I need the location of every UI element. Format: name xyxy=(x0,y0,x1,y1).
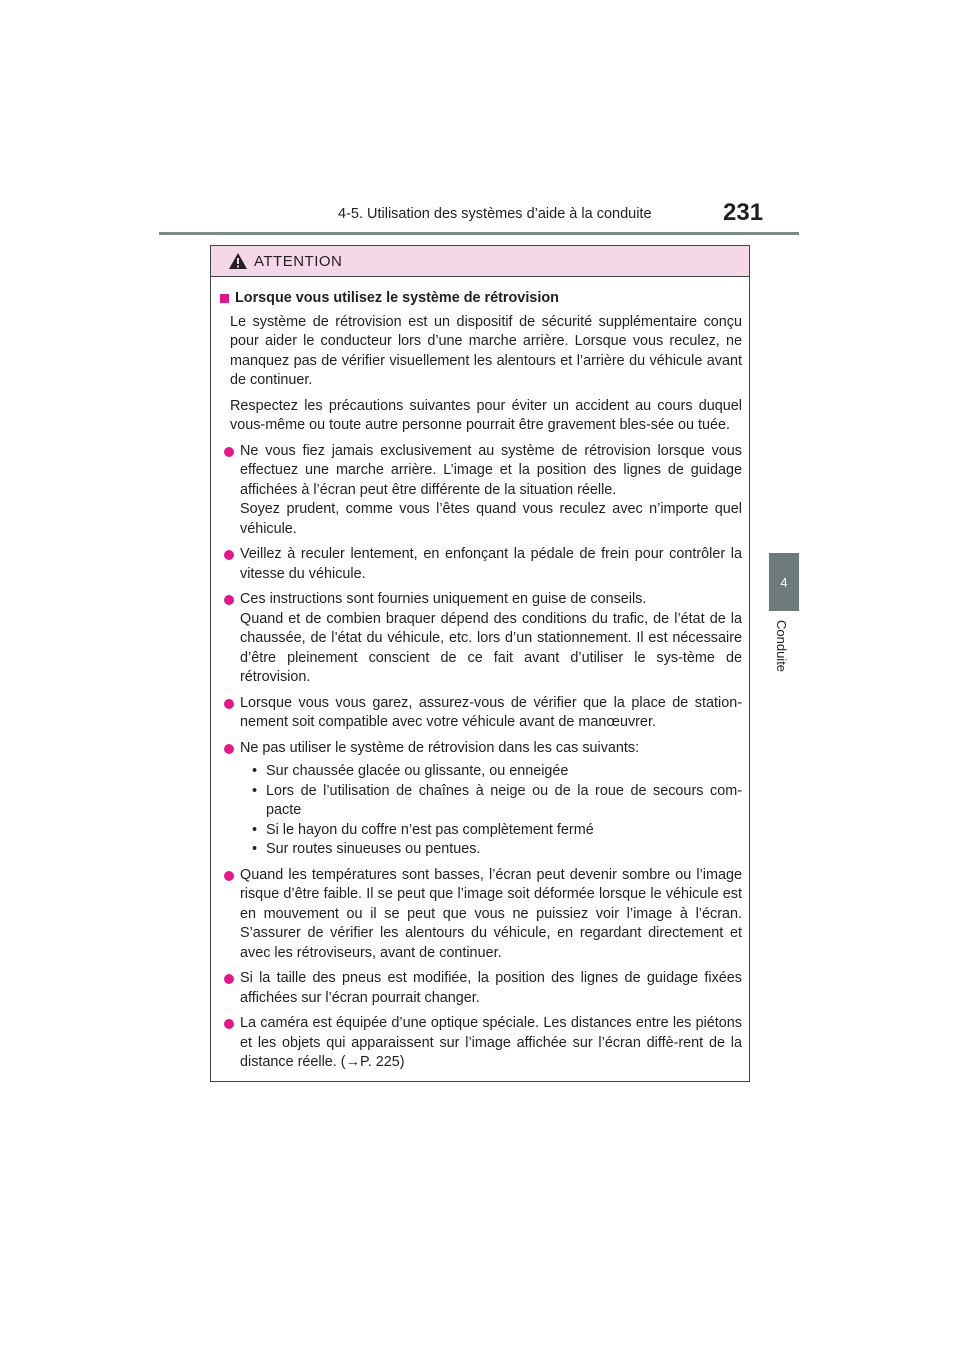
sub-list xyxy=(240,762,742,860)
chapter-number: 4 xyxy=(780,574,788,590)
list-item xyxy=(220,1014,742,1073)
item-text: Ces instructions sont fournies uniquement en guise de conseils. xyxy=(240,591,647,607)
section-title xyxy=(220,289,742,309)
item-text: Ne vous fiez jamais exclusivement au système de rétrovision lorsque vous effectuez une marche arrière. L’image et la position des lignes de guidage affichées à l’écran peut être différente de la situation réelle. xyxy=(240,442,742,498)
sub-bullet: • xyxy=(252,821,258,838)
item-text: Si la taille des pneus est modifiée, la position des lignes de guidage fixées affichées sur l’écran pourrait changer. xyxy=(240,970,742,1006)
sub-list-item xyxy=(240,762,742,782)
item-text: Lorsque vous vous garez, assurez-vous de vérifier que la place de station-nement soit compatible avec votre véhicule avant de manœuvrer. xyxy=(240,694,742,730)
sub-item-text: Sur routes sinueuses ou pentues. xyxy=(266,841,481,857)
chapter-label: Conduite xyxy=(774,620,789,673)
list-item xyxy=(220,969,742,1008)
warning-box xyxy=(210,245,750,1082)
page-number: 231 xyxy=(723,199,764,226)
bullet-dot-icon xyxy=(224,550,234,560)
list-item xyxy=(220,590,742,688)
item-text: Veillez à reculer lentement, en enfonçant la pédale de frein pour contrôler la vitesse du véhicule. xyxy=(240,546,742,582)
intro-paragraph: Respectez les précautions suivantes pour éviter un accident au cours duquel vous-même ou toute autre personne pourrait être gravement bles-sée ou tuée. xyxy=(230,397,742,433)
warning-title: ATTENTION xyxy=(254,252,343,270)
sub-bullet: • xyxy=(252,763,258,779)
sub-list-item xyxy=(240,782,742,821)
header-section-title: 4-5. Utilisation des systèmes d’aide à la conduite xyxy=(338,206,652,222)
intro-paragraph: Le système de rétrovision est un dispositif de sécurité supplémentaire conçu pour aider le conducteur lors d’une marche arrière. Lorsque vous reculez, ne manquez pas de vérifier visuellement les alentours et l’arrière du véhicule avant de continuer. xyxy=(230,313,742,388)
list-item xyxy=(220,739,742,860)
item-text: Ne pas utiliser le système de rétrovision dans les cas suivants: xyxy=(240,739,640,756)
sub-list-item xyxy=(240,840,742,860)
item-text: La caméra est équipée d’une optique spéciale. Les distances entre les piétons et les objets qui apparaissent sur l’image affichée sur l’écran diffè-rent de la distance réelle. (→P. 225) xyxy=(240,1015,742,1070)
list-item xyxy=(220,442,742,540)
sub-item-text: Sur chaussée glacée ou glissante, ou enneigée xyxy=(266,763,569,779)
header-divider xyxy=(159,232,799,235)
sub-item-text: Si le hayon du coffre n’est pas complètement fermé xyxy=(266,821,594,838)
square-bullet-icon xyxy=(220,294,229,303)
item-text: Quand et de combien braquer dépend des conditions du trafic, de l’état de la chaussée, de l’état du véhicule, etc. lors d’un stationnement. Il est nécessaire d’être pleinement conscient de ce fait avant d’utiliser le sys-tème de rétrovision. xyxy=(240,610,742,685)
item-text: Soyez prudent, comme vous l’êtes quand vous reculez avec n’importe quel véhicule. xyxy=(240,501,742,537)
list-item xyxy=(220,545,742,584)
bullet-dot-icon xyxy=(224,1019,234,1029)
bullet-dot-icon xyxy=(224,871,234,881)
section-title-text: Lorsque vous utilisez le système de rétrovision xyxy=(235,290,559,306)
warning-triangle-icon xyxy=(228,252,248,270)
chapter-tab xyxy=(769,553,799,611)
warning-body xyxy=(211,277,749,1073)
bullet-dot-icon xyxy=(224,447,234,457)
item-text: Quand les températures sont basses, l’écran peut devenir sombre ou l’image risque d’être faible. Il se peut que l’image soit déformée lorsque le véhicule est en mouvement ou il se peut que vous ne puissiez voir l’image à l’écran. S’assurer de vérifier les alentours du véhicule, en regardant directement et avec les rétroviseurs, avant de continuer. xyxy=(240,866,742,961)
list-item xyxy=(220,866,742,964)
bullet-dot-icon xyxy=(224,595,234,605)
warning-header xyxy=(211,246,749,277)
sub-bullet: • xyxy=(252,782,258,799)
bullet-dot-icon xyxy=(224,744,234,754)
sub-list-item xyxy=(240,821,742,841)
sub-item-text: Lors de l’utilisation de chaînes à neige ou de la roue de secours com-pacte xyxy=(266,782,742,818)
sub-bullet: • xyxy=(252,841,258,857)
bullet-dot-icon xyxy=(224,974,234,984)
bullet-dot-icon xyxy=(224,699,234,709)
list-item xyxy=(220,694,742,733)
